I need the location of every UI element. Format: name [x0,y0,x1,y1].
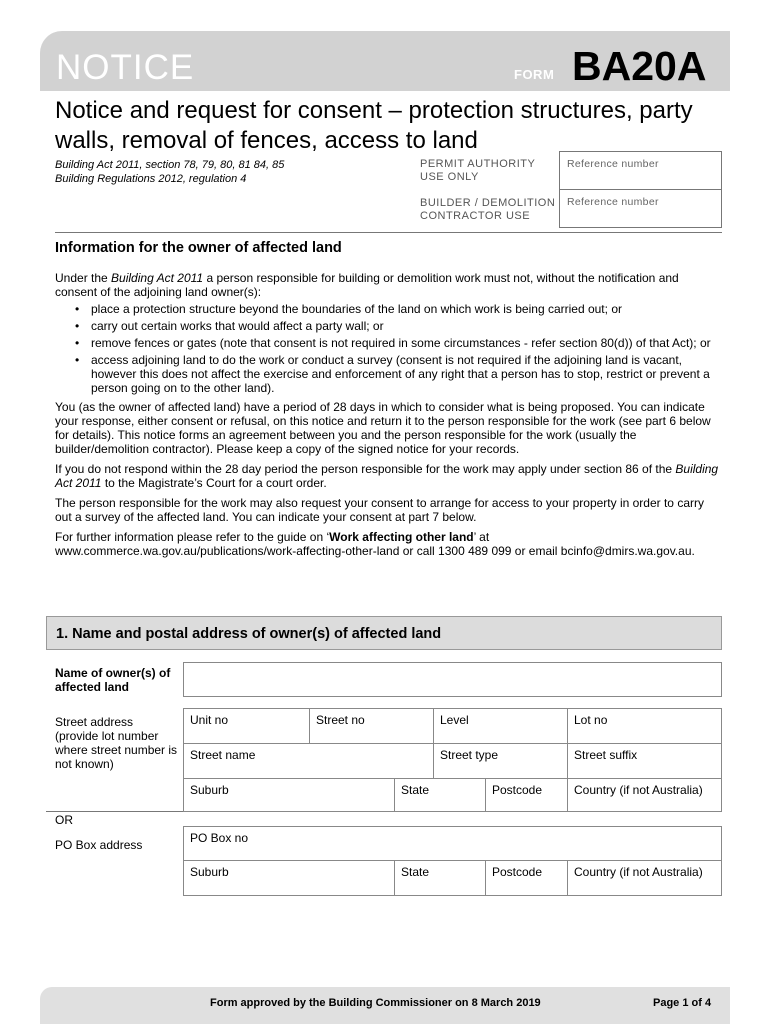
lot-no-field[interactable] [567,708,722,744]
permit-reference-number-field[interactable] [559,151,722,190]
builder-reference-number-field[interactable] [559,189,722,228]
list-item: • remove fences or gates (note that consent is not required in some circumstances - refer section 80(d)) of that Act); or [55,336,722,350]
builder-contractor-title: BUILDER / DEMOLITION [420,197,556,209]
divider [55,232,722,233]
suburb-label: Suburb [190,783,229,797]
street-suffix-field[interactable] [567,743,722,779]
street-name-field[interactable] [183,743,434,779]
lot-no-label: Lot no [574,713,608,727]
section-1-heading: 1. Name and postal address of owner(s) of affected land [46,616,722,650]
state-field[interactable] [394,778,486,812]
divider [46,811,183,812]
state-label: State [401,783,430,797]
permit-authority-sub: USE ONLY [420,171,479,183]
builder-reference-label: Reference number [567,196,659,208]
permit-reference-label: Reference number [567,158,659,170]
postcode-field[interactable] [485,778,568,812]
footer-bar [40,987,730,1024]
po-postcode-label: Postcode [492,865,543,879]
postcode-label: Postcode [492,783,543,797]
permit-authority-label [420,158,535,184]
po-box-address-label: PO Box address [55,838,143,852]
po-box-no-field[interactable] [183,826,722,861]
info-paragraph-court: If you do not respond within the 28 day period the person responsible for the work may apply under section 86 of the Building Act 2011 to the Magistrate’s Court for a court order. [55,462,719,490]
info-bullet-list [55,302,722,395]
po-postcode-field[interactable] [485,860,568,896]
po-suburb-label: Suburb [190,865,229,879]
list-item: • carry out certain works that would affect a party wall; or [55,319,722,333]
form-label: FORM [514,67,555,82]
street-no-label: Street no [316,713,365,727]
po-box-no-label: PO Box no [190,831,249,845]
info-body [55,271,722,558]
form-header-banner [40,31,730,91]
owner-name-input[interactable] [183,662,722,697]
country-field[interactable] [567,778,722,812]
legislation-references [55,158,395,186]
street-address-label: Street address (provide lot number where street number is not known) [55,715,178,771]
notice-label: NOTICE [56,48,195,87]
po-country-label: Country (if not Australia) [574,865,703,879]
builder-contractor-sub: CONTRACTOR USE [420,210,531,222]
street-name-label: Street name [190,748,256,762]
permit-authority-title: PERMIT AUTHORITY [420,158,536,170]
builder-contractor-label [420,197,555,223]
street-type-field[interactable] [433,743,568,779]
street-suffix-label: Street suffix [574,748,638,762]
info-heading: Information for the owner of affected land [55,240,342,256]
level-field[interactable] [433,708,568,744]
info-paragraph-response: You (as the owner of affected land) have a period of 28 days in which to consider what is being proposed. You can indicate your response, either consent or refusal, on this notice and return it to the person responsible for the work (see part 6 below for details). This notice forms an agreement between you and the person responsible for the work (usually the builder/demolition contractor). Please keep a copy of the signed notice for your records. [55,400,711,456]
po-country-field[interactable] [567,860,722,896]
suburb-field[interactable] [183,778,395,812]
street-no-field[interactable] [309,708,434,744]
list-item: • place a protection structure beyond the boundaries of the land on which work is being carried out; or [55,302,722,316]
page-number: Page 1 of 4 [653,997,712,1009]
unit-no-field[interactable] [183,708,310,744]
act-reference: Building Act 2011, section 78, 79, 80, 81 84, 85 [55,159,285,171]
footer-approval: Form approved by the Building Commissioner on 8 March 2019 [210,997,541,1009]
level-label: Level [440,713,469,727]
page-title: Notice and request for consent – protection structures, party walls, removal of fences, access to land [55,97,693,154]
info-paragraph-further-info: For further information please refer to the guide on ‘Work affecting other land’ at www.commerce.wa.gov.au/publications/work-affecting-other-land or call 1300 489 099 or email bcinfo@dmirs.wa.gov.au. [55,530,695,558]
po-state-label: State [401,865,430,879]
street-type-label: Street type [440,748,499,762]
or-label: OR [55,813,73,827]
unit-no-label: Unit no [190,713,229,727]
list-item: • access adjoining land to do the work or conduct a survey (consent is not required if the adjoining land is vacant, however this does not affect the exercise and enforcement of any right that a person has to stop, restrict or prevent a person going on to the other land). [55,353,722,395]
form-code: BA20A [572,43,707,89]
info-paragraph-survey: The person responsible for the work may also request your consent to arrange for access to your property in order to carry out a survey of the affected land. You can indicate your consent at part 7 below. [55,496,704,524]
country-label: Country (if not Australia) [574,783,703,797]
regs-reference: Building Regulations 2012, regulation 4 [55,173,247,185]
info-intro: Under the Building Act 2011 a person responsible for building or demolition work must not, without the notification and consent of the adjoining land owner(s): [55,271,679,299]
po-state-field[interactable] [394,860,486,896]
po-suburb-field[interactable] [183,860,395,896]
owner-name-label: Name of owner(s) of affected land [55,666,171,694]
